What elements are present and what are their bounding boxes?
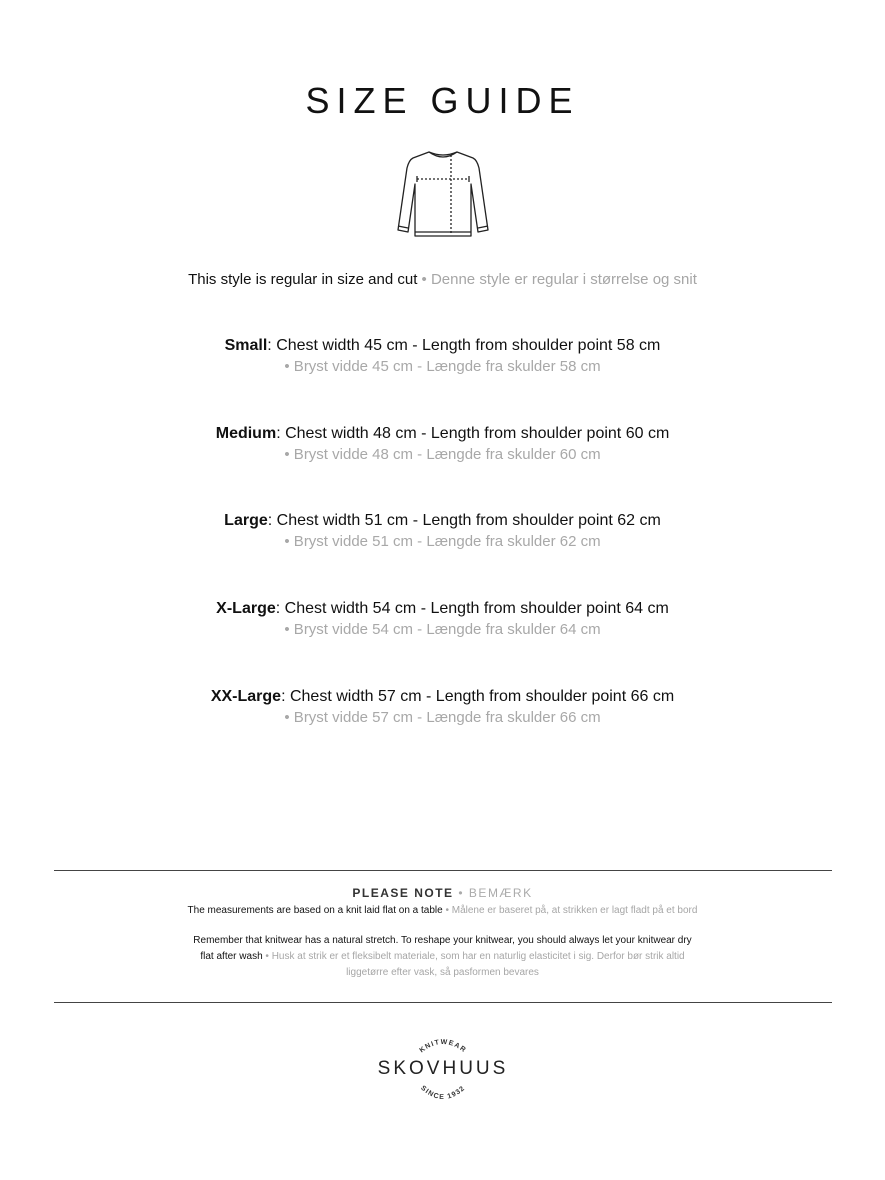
size-entry-x-large xyxy=(0,600,885,638)
divider-top xyxy=(54,870,832,871)
note-p2-en-b: flat after wash xyxy=(200,951,263,962)
size-measurements-dk: • Bryst vidde 51 cm - Længde fra skulder 62 cm xyxy=(284,533,601,550)
note-paragraph-measurements xyxy=(0,903,885,918)
size-name: Small xyxy=(224,337,268,354)
size-entry-xx-large xyxy=(0,688,885,726)
size-measurements-dk: • Bryst vidde 54 cm - Længde fra skulder 64 cm xyxy=(284,621,601,638)
size-entry-large xyxy=(0,512,885,550)
size-measurements-en: : Chest width 45 cm - Length from shoulder point 58 cm xyxy=(267,337,661,354)
svg-text:KNITWEAR xyxy=(419,1039,468,1055)
skovhuus-logo xyxy=(366,1030,520,1110)
note-p1-dk: • Målene er baseret på, at strikken er lagt fladt på et bord xyxy=(442,905,698,916)
size-measurements-dk: • Bryst vidde 57 cm - Længde fra skulder 66 cm xyxy=(284,709,601,726)
fit-description-dk: • Denne style er regular i størrelse og snit xyxy=(417,271,697,288)
note-heading xyxy=(0,886,885,900)
size-measurements-dk: • Bryst vidde 45 cm - Længde fra skulder 58 cm xyxy=(284,358,601,375)
size-measurements-en: : Chest width 57 cm - Length from shoulder point 66 cm xyxy=(281,688,675,705)
note-heading-en: PLEASE NOTE xyxy=(352,886,454,900)
size-name: X-Large xyxy=(216,600,276,617)
logo-top-arc: KNITWEAR xyxy=(418,1038,468,1055)
note-p1-en: The measurements are based on a knit laid flat on a table xyxy=(187,905,443,916)
note-p2-en-a: Remember that knitwear has a natural stretch. To reshape your knitwear, you should always let your knitwear dry xyxy=(193,935,692,946)
size-entry-medium xyxy=(0,425,885,463)
logo-bottom-arc: SINCE 1932 xyxy=(419,1084,467,1102)
fit-description-en: This style is regular in size and cut xyxy=(188,271,418,288)
size-entry-small xyxy=(0,337,885,375)
sweater-measurement-icon xyxy=(393,148,493,244)
logo-brand: SKOVHUUS xyxy=(377,1058,509,1079)
note-p2-dk-b: liggetørre efter vask, så pasformen bevares xyxy=(346,967,539,978)
page-title: SIZE GUIDE xyxy=(305,80,580,121)
size-name: Medium xyxy=(215,425,277,442)
note-paragraph-stretch xyxy=(0,933,885,981)
note-p2-dk-a: • Husk at strik er et fleksibelt materiale, som har en naturlig elasticitet i sig. Derfor bør strik altid xyxy=(262,951,685,962)
size-name: XX-Large xyxy=(210,688,282,705)
divider-bottom xyxy=(54,1002,832,1003)
note-heading-dk: • BEMÆRK xyxy=(453,886,533,900)
please-note-section xyxy=(0,886,885,981)
size-measurements-dk: • Bryst vidde 48 cm - Længde fra skulder 60 cm xyxy=(284,446,601,463)
fit-description xyxy=(0,271,885,288)
size-name: Large xyxy=(224,512,268,529)
size-measurements-en: : Chest width 48 cm - Length from shoulder point 60 cm xyxy=(276,425,670,442)
size-measurements-en: : Chest width 54 cm - Length from shoulder point 64 cm xyxy=(275,600,669,617)
svg-text:SINCE 1932 xyxy=(419,1085,467,1101)
size-measurements-en: : Chest width 51 cm - Length from shoulder point 62 cm xyxy=(267,512,661,529)
